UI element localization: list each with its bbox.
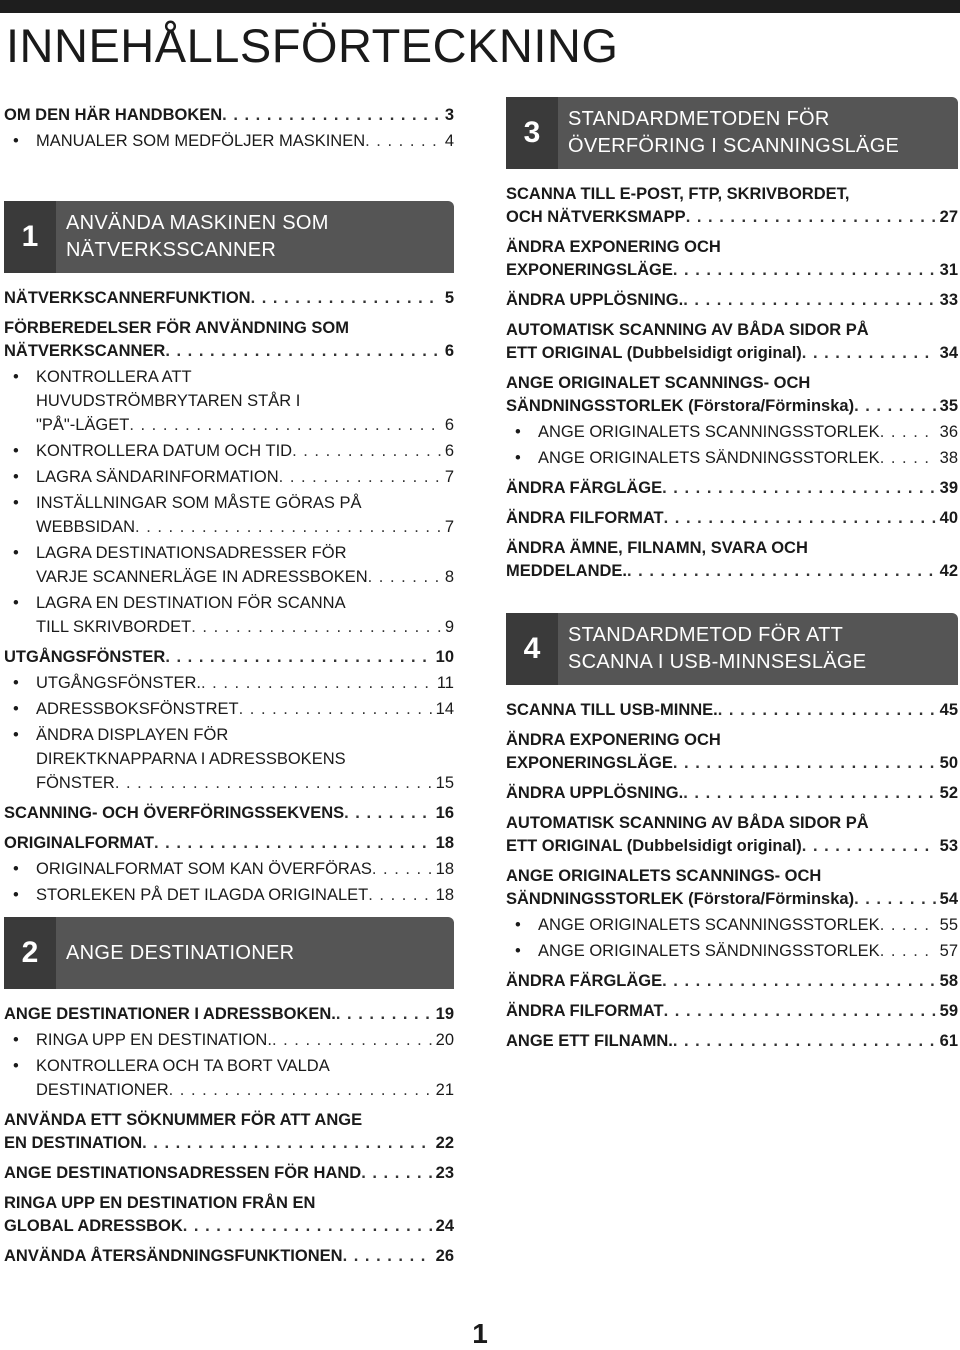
toc-entry[interactable] xyxy=(506,477,958,500)
toc-entry-last-line xyxy=(36,857,454,881)
toc-entry-text: LAGRA DESTINATIONSADRESSER FÖR xyxy=(36,544,347,562)
dot-leader xyxy=(165,340,440,363)
chapter-title-line: NÄTVERKSSCANNER xyxy=(66,239,277,261)
toc-entry-text: ANVÄNDA ÅTERSÄNDNINGSFUNKTIONEN xyxy=(4,1247,343,1265)
toc-entry-last-line xyxy=(4,340,454,363)
bullet-icon: • xyxy=(13,726,19,744)
toc-page-number: 8 xyxy=(444,568,454,586)
toc-subentry[interactable] xyxy=(4,541,454,589)
dot-leader xyxy=(686,206,936,229)
toc-entry-text: GLOBAL ADRESSBOK xyxy=(4,1217,183,1235)
toc-entry[interactable] xyxy=(506,183,958,229)
toc-page-number: 14 xyxy=(435,700,454,718)
toc-entry[interactable] xyxy=(506,537,958,583)
chapter-header xyxy=(4,917,454,989)
toc-entry[interactable] xyxy=(4,646,454,669)
toc-entry-text: SÄNDNINGSSTORLEK (Förstora/Förminska) xyxy=(506,890,855,908)
chapter-title-line: ANVÄNDA MASKINEN SOM xyxy=(66,212,329,234)
page-title: INNEHÅLLSFÖRTECKNING xyxy=(6,19,619,72)
toc-entry-last-line xyxy=(506,395,958,418)
toc-entry-last-line xyxy=(4,104,454,127)
toc-entry[interactable] xyxy=(4,832,454,855)
bullet-icon: • xyxy=(13,860,19,878)
toc-entry-text: ÄNDRA DISPLAYEN FÖR xyxy=(36,726,229,744)
bullet-icon: • xyxy=(13,700,19,718)
toc-left-column xyxy=(4,97,454,1268)
toc-page-number: 50 xyxy=(939,754,958,772)
dot-leader xyxy=(154,832,432,855)
toc-entry-text: SÄNDNINGSSTORLEK (Förstora/Förminska) xyxy=(506,397,855,415)
toc-entry-last-line xyxy=(506,699,958,722)
toc-entry-text: AUTOMATISK SCANNING AV BÅDA SIDOR PÅ xyxy=(506,814,869,832)
toc-entry-last-line xyxy=(36,671,454,695)
toc-page-number: 15 xyxy=(435,774,454,792)
dot-leader xyxy=(627,560,936,583)
toc-entry-text: ÄNDRA FÄRGLÄGE xyxy=(506,972,663,990)
chapter-header xyxy=(506,613,958,685)
toc-entry-last-line xyxy=(4,1245,454,1268)
toc-entry-last-line xyxy=(506,259,958,282)
toc-page-number: 33 xyxy=(939,291,958,309)
toc-entry-last-line xyxy=(36,515,454,539)
toc-entry-text: ANGE ORIGINALETS SCANNINGSSTORLEK xyxy=(538,916,880,934)
dot-leader xyxy=(135,515,441,539)
toc-entry[interactable] xyxy=(4,1162,454,1185)
dot-leader xyxy=(368,883,431,907)
header-bar xyxy=(0,0,960,13)
toc-page-number: 40 xyxy=(939,509,958,527)
toc-page-number: 10 xyxy=(435,648,454,666)
toc-page-number: 4 xyxy=(444,132,454,150)
toc-entry-text: EXPONERINGSLÄGE xyxy=(506,261,673,279)
dot-leader xyxy=(279,465,441,489)
toc-entry-last-line xyxy=(506,342,958,365)
toc-entry-text: FÖNSTER xyxy=(36,774,115,792)
dot-leader xyxy=(664,1000,936,1023)
bullet-icon: • xyxy=(13,368,19,386)
chapter-title xyxy=(56,940,294,967)
toc-subentry[interactable] xyxy=(4,671,454,695)
bullet-icon: • xyxy=(13,674,19,692)
chapter-header xyxy=(506,97,958,169)
toc-page-number: 26 xyxy=(435,1247,454,1265)
dot-leader xyxy=(664,507,936,530)
toc-entry-text: UTGÅNGSFÖNSTER xyxy=(4,648,166,666)
toc-page-number: 24 xyxy=(435,1217,454,1235)
bullet-icon: • xyxy=(13,1057,19,1075)
toc-entry-text: ANGE DESTINATIONER I ADRESSBOKEN. xyxy=(4,1005,336,1023)
toc-page-number: 21 xyxy=(435,1081,454,1099)
toc-entry[interactable] xyxy=(506,970,958,993)
toc-entry-last-line xyxy=(36,615,454,639)
toc-page-number: 34 xyxy=(939,344,958,362)
toc-entry-text: STORLEKEN PÅ DET ILAGDA ORIGINALET xyxy=(36,886,369,904)
toc-page-number: 61 xyxy=(939,1032,958,1050)
toc-entry-text: ETT ORIGINAL (Dubbelsidigt original) xyxy=(506,344,802,362)
toc-subentry[interactable] xyxy=(4,857,454,881)
toc-entry-text: FÖRBEREDELSER FÖR ANVÄNDNING SOM xyxy=(4,319,349,337)
toc-entry-last-line xyxy=(36,129,454,153)
dot-leader xyxy=(201,671,433,695)
toc-page-number: 39 xyxy=(939,479,958,497)
toc-entry[interactable] xyxy=(4,287,454,310)
chapter-number: 1 xyxy=(4,201,56,273)
dot-leader xyxy=(802,342,936,365)
bullet-icon: • xyxy=(13,886,19,904)
toc-entry-text: OCH NÄTVERKSMAPP xyxy=(506,208,686,226)
dot-leader xyxy=(880,446,936,470)
dot-leader xyxy=(129,413,440,437)
dot-leader xyxy=(683,782,935,805)
toc-entry-last-line xyxy=(506,206,958,229)
dot-leader xyxy=(372,857,432,881)
chapter-number: 2 xyxy=(4,917,56,989)
dot-leader xyxy=(222,104,441,127)
toc-entry[interactable] xyxy=(506,236,958,282)
bullet-icon: • xyxy=(13,468,19,486)
toc-entry-last-line xyxy=(506,1030,958,1053)
toc-entry-text: AUTOMATISK SCANNING AV BÅDA SIDOR PÅ xyxy=(506,321,869,339)
toc-entry-text: HUVUDSTRÖMBRYTAREN STÅR I xyxy=(36,392,301,410)
dot-leader xyxy=(183,1215,432,1238)
toc-entry[interactable] xyxy=(506,1000,958,1023)
toc-entry-last-line xyxy=(506,1000,958,1023)
toc-entry-text: MANUALER SOM MEDFÖLJER MASKINEN xyxy=(36,132,366,150)
toc-entry-text: LAGRA EN DESTINATION FÖR SCANNA xyxy=(36,594,346,612)
toc-entry-text: SCANNA TILL USB-MINNE. xyxy=(506,701,718,719)
toc-entry-last-line xyxy=(36,1078,454,1102)
toc-entry-last-line xyxy=(538,446,958,470)
toc-page-number: 42 xyxy=(939,562,958,580)
bullet-icon: • xyxy=(13,132,19,150)
bullet-icon: • xyxy=(515,942,521,960)
toc-entry-text: KONTROLLERA DATUM OCH TID xyxy=(36,442,293,460)
toc-entry-text: MEDDELANDE. xyxy=(506,562,628,580)
dot-leader xyxy=(292,439,441,463)
toc-page-number: 45 xyxy=(939,701,958,719)
bullet-icon: • xyxy=(13,594,19,612)
bullet-icon: • xyxy=(515,916,521,934)
toc-entry[interactable] xyxy=(506,782,958,805)
toc-entry-last-line xyxy=(506,289,958,312)
chapter-title xyxy=(558,622,866,676)
dot-leader xyxy=(165,646,431,669)
toc-entry-last-line xyxy=(36,413,454,437)
toc-entry-last-line xyxy=(506,888,958,911)
toc-page-number: 18 xyxy=(435,860,454,878)
toc-entry-text: KONTROLLERA OCH TA BORT VALDA xyxy=(36,1057,330,1075)
toc-subentry[interactable] xyxy=(506,446,958,470)
toc-right-column xyxy=(506,97,958,1053)
bullet-icon: • xyxy=(13,544,19,562)
chapter-title-line: STANDARDMETODEN FÖR xyxy=(568,108,830,130)
toc-entry-text: ANGE ORIGINALETS SÄNDNINGSSTORLEK xyxy=(538,942,880,960)
toc-entry-text: ÄNDRA UPPLÖSNING. xyxy=(506,291,684,309)
toc-entry[interactable] xyxy=(4,1245,454,1268)
toc-entry-text: ÄNDRA EXPONERING OCH xyxy=(506,731,721,749)
dot-leader xyxy=(239,697,432,721)
dot-leader xyxy=(662,970,936,993)
toc-entry-last-line xyxy=(4,802,454,825)
toc-entry[interactable] xyxy=(4,802,454,825)
toc-entry[interactable] xyxy=(4,317,454,363)
toc-entry-text: ÄNDRA EXPONERING OCH xyxy=(506,238,721,256)
bullet-icon: • xyxy=(515,449,521,467)
toc-entry[interactable] xyxy=(506,319,958,365)
toc-entry[interactable] xyxy=(506,372,958,418)
toc-entry-text: ANVÄNDA ETT SÖKNUMMER FÖR ATT ANGE xyxy=(4,1111,363,1129)
toc-entry-last-line xyxy=(538,420,958,444)
toc-entry-last-line xyxy=(36,465,454,489)
toc-subentry[interactable] xyxy=(4,1028,454,1052)
toc-page-number: 58 xyxy=(939,972,958,990)
toc-entry-text: ETT ORIGINAL (Dubbelsidigt original) xyxy=(506,837,802,855)
toc-entry[interactable] xyxy=(506,729,958,775)
toc-page-number: 54 xyxy=(939,890,958,908)
dot-leader xyxy=(673,1030,936,1053)
toc-entry[interactable] xyxy=(506,289,958,312)
toc-entry-last-line xyxy=(506,477,958,500)
toc-entry-text: DIREKTKNAPPARNA I ADRESSBOKENS xyxy=(36,750,346,768)
toc-page-number: 3 xyxy=(444,106,454,124)
bullet-icon: • xyxy=(13,1031,19,1049)
toc-entry-last-line xyxy=(506,752,958,775)
chapter-number: 3 xyxy=(506,97,558,169)
toc-page-number: 11 xyxy=(436,674,454,692)
toc-page-number: 35 xyxy=(939,397,958,415)
dot-leader xyxy=(673,752,936,775)
toc-entry-last-line xyxy=(36,1028,454,1052)
toc-entry-text: ANGE DESTINATIONSADRESSEN FÖR HAND xyxy=(4,1164,362,1182)
bullet-icon: • xyxy=(13,442,19,460)
toc-entry-text: RINGA UPP EN DESTINATION FRÅN EN xyxy=(4,1194,316,1212)
toc-page-number: 6 xyxy=(444,342,454,360)
toc-entry-text: DESTINATIONER xyxy=(36,1081,169,1099)
toc-subentry[interactable] xyxy=(506,420,958,444)
dot-leader xyxy=(115,771,432,795)
toc-page-number: 5 xyxy=(444,289,454,307)
dot-leader xyxy=(344,802,432,825)
toc-page-number: 55 xyxy=(939,916,958,934)
toc-entry-text: ANGE ETT FILNAMN. xyxy=(506,1032,673,1050)
toc-entry-text: ÄNDRA FÄRGLÄGE xyxy=(506,479,663,497)
dot-leader xyxy=(272,1028,432,1052)
toc-entry-text: ÄNDRA UPPLÖSNING. xyxy=(506,784,684,802)
dot-leader xyxy=(251,287,441,310)
toc-subentry[interactable] xyxy=(4,1054,454,1102)
toc-entry-text: KONTROLLERA ATT xyxy=(36,368,192,386)
toc-entry-text: VARJE SCANNERLÄGE IN ADRESSBOKEN xyxy=(36,568,368,586)
toc-page-number: 57 xyxy=(939,942,958,960)
toc-entry-last-line xyxy=(538,913,958,937)
bullet-icon: • xyxy=(515,423,521,441)
toc-subentry[interactable] xyxy=(4,491,454,539)
toc-entry-text: ANGE ORIGINALETS SCANNINGSSTORLEK xyxy=(538,423,880,441)
toc-page-number: 19 xyxy=(435,1005,454,1023)
toc-entry-text: UTGÅNGSFÖNSTER. xyxy=(36,674,202,692)
dot-leader xyxy=(368,565,441,589)
toc-page-number: 36 xyxy=(939,423,958,441)
toc-entry-last-line xyxy=(36,771,454,795)
toc-entry-text: ÄNDRA FILFORMAT xyxy=(506,509,664,527)
toc-subentry[interactable] xyxy=(4,365,454,437)
toc-entry[interactable] xyxy=(4,1192,454,1238)
dot-leader xyxy=(142,1132,432,1155)
toc-entry-text: EN DESTINATION xyxy=(4,1134,143,1152)
chapter-title-line: STANDARDMETOD FÖR ATT xyxy=(568,624,844,646)
toc-page-number: 27 xyxy=(939,208,958,226)
toc-entry[interactable] xyxy=(4,104,454,127)
toc-page-number: 6 xyxy=(444,416,454,434)
toc-entry-last-line xyxy=(506,560,958,583)
toc-entry[interactable] xyxy=(506,699,958,722)
toc-entry-last-line xyxy=(4,1162,454,1185)
toc-entry-text: ÄNDRA ÄMNE, FILNAMN, SVARA OCH xyxy=(506,539,808,557)
toc-page-number: 22 xyxy=(435,1134,454,1152)
page-number: 1 xyxy=(472,1318,488,1349)
toc-entry-last-line xyxy=(506,835,958,858)
toc-entry-text: NÄTVERKSCANNER xyxy=(4,342,166,360)
toc-subentry[interactable] xyxy=(506,939,958,963)
toc-page-number: 9 xyxy=(444,618,454,636)
toc-entry-text: TILL SKRIVBORDET xyxy=(36,618,192,636)
toc-entry-last-line xyxy=(36,697,454,721)
dot-leader xyxy=(880,420,936,444)
toc-entry-last-line xyxy=(506,782,958,805)
toc-page-number: 20 xyxy=(435,1031,454,1049)
toc-entry-last-line xyxy=(36,883,454,907)
toc-page-number: 23 xyxy=(435,1164,454,1182)
toc-page-number: 18 xyxy=(435,886,454,904)
dot-leader xyxy=(336,1003,432,1026)
toc-subentry[interactable] xyxy=(506,913,958,937)
chapter-title-line: ANGE DESTINATIONER xyxy=(66,941,295,964)
toc-entry-last-line xyxy=(506,507,958,530)
chapter-title xyxy=(56,210,329,264)
toc-entry-last-line xyxy=(36,565,454,589)
toc-subentry[interactable] xyxy=(4,697,454,721)
chapter-title xyxy=(558,106,899,160)
toc-entry-text: ANGE ORIGINALETS SCANNINGS- OCH xyxy=(506,867,822,885)
dot-leader xyxy=(802,835,936,858)
toc-entry-last-line xyxy=(506,970,958,993)
chapter-number: 4 xyxy=(506,613,558,685)
dot-leader xyxy=(854,888,936,911)
toc-entry-last-line xyxy=(4,1132,454,1155)
toc-entry-text: WEBBSIDAN xyxy=(36,518,136,536)
toc-page-number: 18 xyxy=(435,834,454,852)
chapter-title-line: SCANNA I USB-MINNSESLÄGE xyxy=(568,651,867,673)
toc-subentry[interactable] xyxy=(4,129,454,153)
toc-entry-last-line xyxy=(4,646,454,669)
toc-page-number: 7 xyxy=(444,518,454,536)
dot-leader xyxy=(662,477,936,500)
dot-leader xyxy=(361,1162,431,1185)
dot-leader xyxy=(718,699,936,722)
toc-entry-last-line xyxy=(4,832,454,855)
toc-page-number: 53 xyxy=(939,837,958,855)
toc-entry[interactable] xyxy=(4,1109,454,1155)
toc-page-number: 31 xyxy=(939,261,958,279)
toc-entry[interactable] xyxy=(506,507,958,530)
dot-leader xyxy=(343,1245,432,1268)
toc-entry-text: EXPONERINGSLÄGE xyxy=(506,754,673,772)
dot-leader xyxy=(365,129,441,153)
toc-entry-text: ÄNDRA FILFORMAT xyxy=(506,1002,664,1020)
toc-entry[interactable] xyxy=(506,812,958,858)
toc-entry-text: INSTÄLLNINGAR SOM MÅSTE GÖRAS PÅ xyxy=(36,494,362,512)
toc-entry-text: ANGE ORIGINALET SCANNINGS- OCH xyxy=(506,374,811,392)
toc-page-number: 16 xyxy=(435,804,454,822)
dot-leader xyxy=(683,289,935,312)
bullet-icon: • xyxy=(13,494,19,512)
toc-entry-text: SCANNING- OCH ÖVERFÖRINGSSEKVENS xyxy=(4,804,345,822)
toc-entry-last-line xyxy=(4,1215,454,1238)
toc-entry[interactable] xyxy=(506,865,958,911)
toc-entry-last-line xyxy=(36,439,454,463)
toc-entry-text: ADRESSBOKSFÖNSTRET xyxy=(36,700,239,718)
toc-subentry[interactable] xyxy=(4,723,454,795)
chapter-title-line: ÖVERFÖRING I SCANNINGSLÄGE xyxy=(568,135,900,157)
toc-page-number: 38 xyxy=(939,449,958,467)
dot-leader xyxy=(854,395,936,418)
toc-entry-text: OM DEN HÄR HANDBOKEN xyxy=(4,106,223,124)
dot-leader xyxy=(169,1078,432,1102)
toc-entry-text: LAGRA SÄNDARINFORMATION xyxy=(36,468,279,486)
toc-entry-text: RINGA UPP EN DESTINATION. xyxy=(36,1031,272,1049)
dot-leader xyxy=(191,615,441,639)
toc-subentry[interactable] xyxy=(4,465,454,489)
toc-entry-text: "PÅ"-LÄGET xyxy=(36,416,130,434)
toc-entry-text: NÄTVERKSCANNERFUNKTION xyxy=(4,289,251,307)
chapter-header xyxy=(4,201,454,273)
toc-subentry[interactable] xyxy=(4,439,454,463)
toc-entry-last-line xyxy=(538,939,958,963)
toc-page-number: 59 xyxy=(939,1002,958,1020)
toc-entry-text: ANGE ORIGINALETS SÄNDNINGSSTORLEK xyxy=(538,449,880,467)
toc-page-number: 6 xyxy=(444,442,454,460)
toc-entry-text: ORIGINALFORMAT SOM KAN ÖVERFÖRAS xyxy=(36,860,372,878)
toc-entry-text: ORIGINALFORMAT xyxy=(4,834,155,852)
toc-page-number: 7 xyxy=(444,468,454,486)
toc-page-number: 52 xyxy=(939,784,958,802)
dot-leader xyxy=(880,939,936,963)
toc-entry-last-line xyxy=(4,287,454,310)
toc-subentry[interactable] xyxy=(4,883,454,907)
toc-subentry[interactable] xyxy=(4,591,454,639)
toc-entry-text: SCANNA TILL E-POST, FTP, SKRIVBORDET, xyxy=(506,185,850,203)
dot-leader xyxy=(880,913,936,937)
toc-entry-last-line xyxy=(4,1003,454,1026)
toc-entry[interactable] xyxy=(506,1030,958,1053)
toc-entry[interactable] xyxy=(4,1003,454,1026)
dot-leader xyxy=(673,259,936,282)
